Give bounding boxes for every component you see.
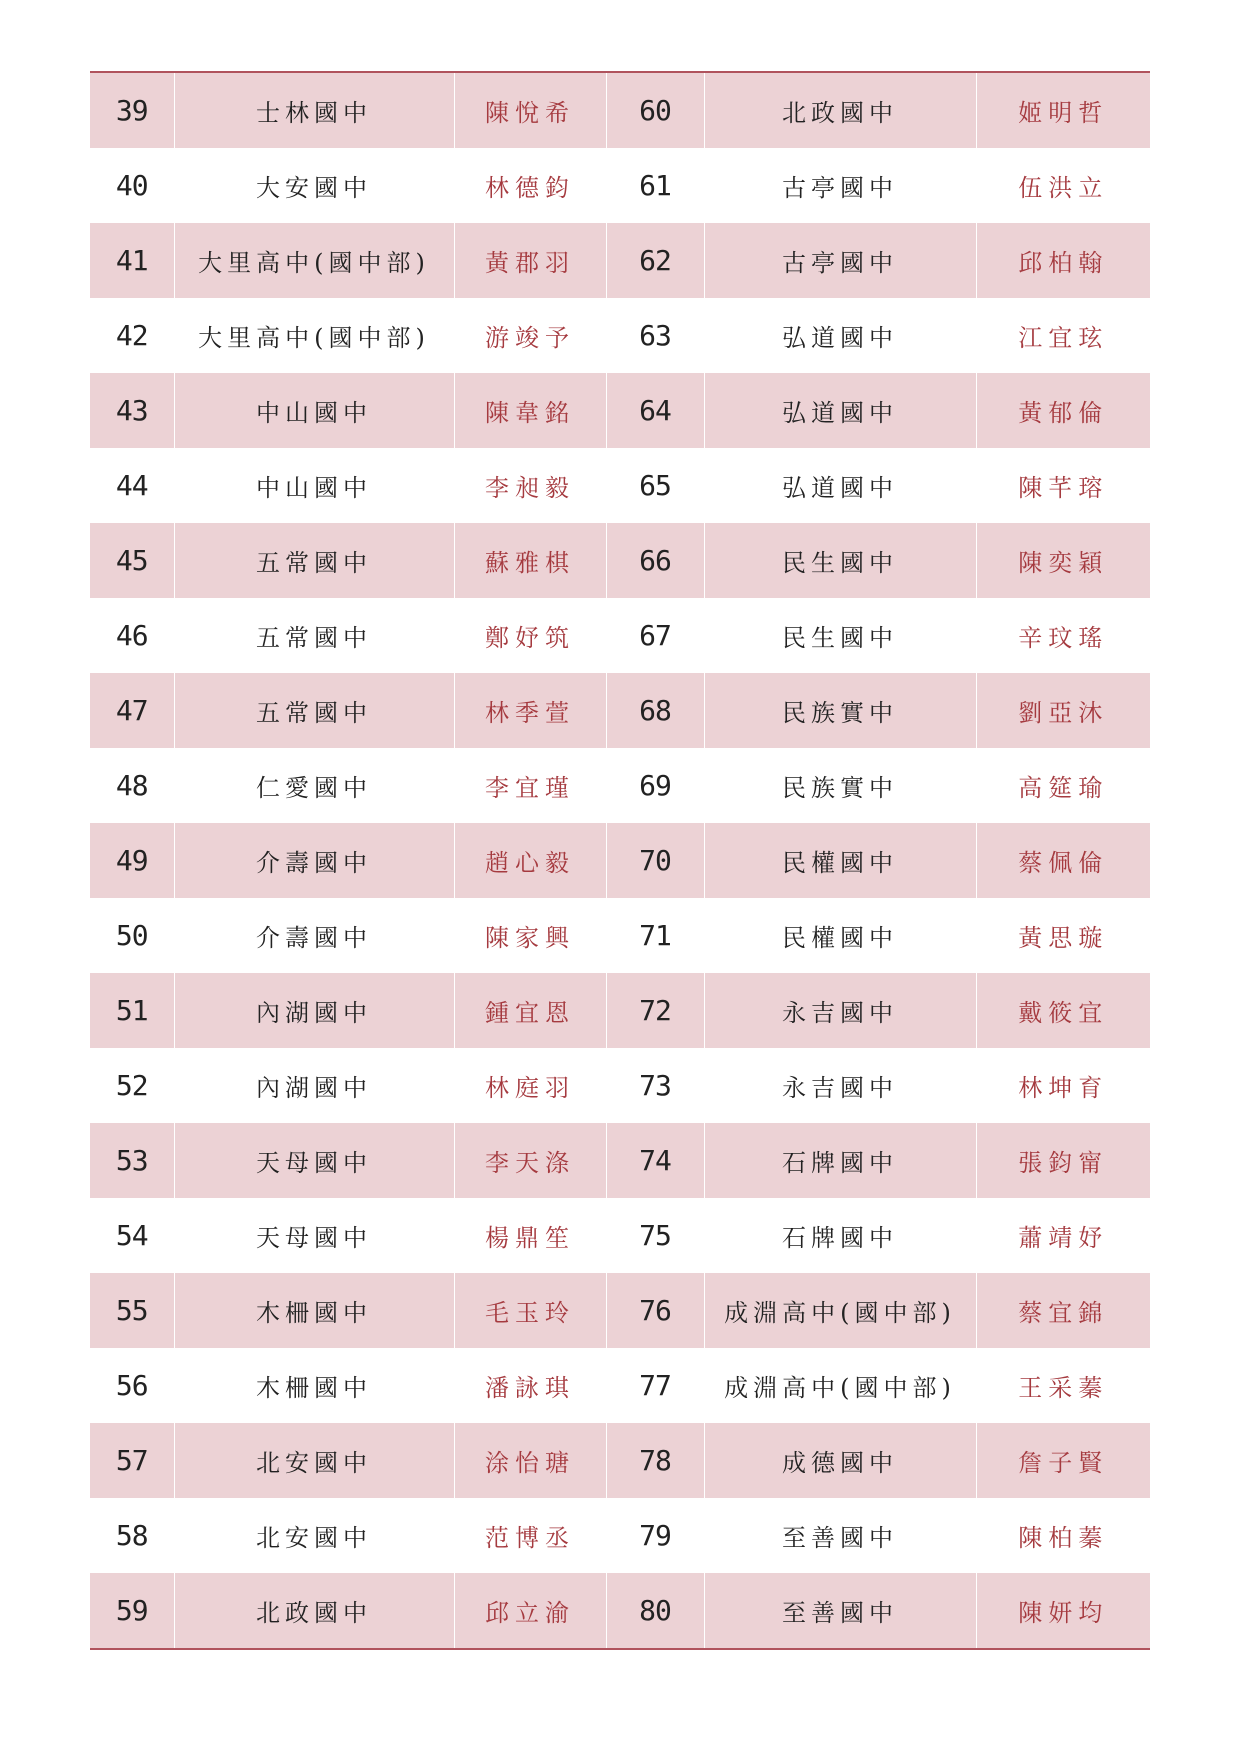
left-name: 李宜瑾: [454, 748, 606, 823]
right-number: 80: [606, 1573, 704, 1648]
right-school: 石牌國中: [704, 1198, 976, 1273]
left-number: 45: [90, 523, 174, 598]
left-number: 48: [115, 769, 148, 802]
right-name: 林坤育: [976, 1048, 1150, 1123]
right-number: 68: [606, 673, 704, 748]
left-number: 52: [115, 1069, 148, 1102]
right-number: 79: [606, 1498, 704, 1573]
left-number: 50: [115, 919, 148, 952]
left-school: 天母國中: [174, 1198, 454, 1273]
table-row: [90, 1123, 1150, 1198]
left-number: 57: [90, 1423, 174, 1498]
left-school: 大里高中(國中部): [174, 223, 454, 298]
left-school: 五常國中: [174, 598, 454, 673]
right-number: 66: [606, 523, 704, 598]
left-name: 李天涤: [454, 1123, 606, 1198]
right-school: 北政國中: [704, 73, 976, 148]
right-school: 弘道國中: [704, 298, 976, 373]
table-row: [90, 673, 1150, 748]
left-school: 大里高中(國中部): [174, 298, 454, 373]
left-number: 49: [90, 823, 174, 898]
left-school: 中山國中: [174, 373, 454, 448]
table-row: [90, 223, 1150, 298]
right-name: 陳奕穎: [976, 523, 1150, 598]
left-number: 59: [90, 1573, 174, 1648]
right-school: 古亭國中: [704, 223, 976, 298]
table-row: [90, 448, 1150, 523]
right-name: 黃郁倫: [976, 373, 1150, 448]
right-name: 辛玟瑤: [976, 598, 1150, 673]
right-number: 61: [606, 148, 704, 223]
table-row: [90, 148, 1150, 223]
left-number: 55: [90, 1273, 174, 1348]
right-name: 陳妍均: [976, 1573, 1150, 1648]
left-name: 鍾宜恩: [454, 973, 606, 1048]
right-number: 76: [606, 1273, 704, 1348]
roster-table: [90, 73, 1150, 1648]
roster-table-body: [90, 73, 1150, 1648]
left-school: 北安國中: [174, 1423, 454, 1498]
right-number: 77: [606, 1348, 704, 1423]
table-row: [90, 1498, 1150, 1573]
left-name: 陳悅希: [454, 73, 606, 148]
left-number: 58: [115, 1519, 148, 1552]
right-school: 弘道國中: [704, 448, 976, 523]
right-number: 75: [606, 1198, 704, 1273]
right-name: 陳柏蓁: [976, 1498, 1150, 1573]
left-name: 李昶毅: [454, 448, 606, 523]
right-school: 至善國中: [704, 1498, 976, 1573]
table-row: [90, 1048, 1150, 1123]
right-school: 民權國中: [704, 823, 976, 898]
right-name: 邱柏翰: [976, 223, 1150, 298]
right-school: 成淵高中(國中部): [704, 1273, 976, 1348]
left-school: 五常國中: [174, 523, 454, 598]
right-number: 69: [606, 748, 704, 823]
left-name: 鄭妤筑: [454, 598, 606, 673]
right-number: 64: [606, 373, 704, 448]
right-name: 蔡宜錦: [976, 1273, 1150, 1348]
left-name: 游竣予: [454, 298, 606, 373]
right-school: 古亭國中: [704, 148, 976, 223]
right-name: 高筵瑜: [976, 748, 1150, 823]
left-name: 陳韋銘: [454, 373, 606, 448]
left-school: 中山國中: [174, 448, 454, 523]
left-name: 林德鈞: [454, 148, 606, 223]
left-name: 毛玉玲: [454, 1273, 606, 1348]
table-row: [90, 898, 1150, 973]
left-name: 趙心毅: [454, 823, 606, 898]
left-name: 楊鼎笙: [454, 1198, 606, 1273]
left-name: 陳家興: [454, 898, 606, 973]
left-number: 46: [115, 619, 148, 652]
table-row: [90, 748, 1150, 823]
table-row: [90, 523, 1150, 598]
right-name: 蔡佩倫: [976, 823, 1150, 898]
table-row: [90, 1348, 1150, 1423]
left-number: 41: [90, 223, 174, 298]
left-name: 林庭羽: [454, 1048, 606, 1123]
left-number: 43: [90, 373, 174, 448]
table-row: [90, 973, 1150, 1048]
left-school: 仁愛國中: [174, 748, 454, 823]
table-row: [90, 373, 1150, 448]
left-name: 林季萱: [454, 673, 606, 748]
left-school: 木柵國中: [174, 1348, 454, 1423]
right-number: 71: [606, 898, 704, 973]
left-number: 40: [115, 169, 148, 202]
right-school: 成淵高中(國中部): [704, 1348, 976, 1423]
right-name: 劉亞沐: [976, 673, 1150, 748]
roster-table-container: [90, 71, 1150, 1650]
right-number: 62: [606, 223, 704, 298]
left-school: 五常國中: [174, 673, 454, 748]
right-number: 74: [606, 1123, 704, 1198]
left-school: 北安國中: [174, 1498, 454, 1573]
left-school: 內湖國中: [174, 973, 454, 1048]
table-row: [90, 598, 1150, 673]
right-name: 黃思璇: [976, 898, 1150, 973]
left-number: 47: [90, 673, 174, 748]
left-school: 天母國中: [174, 1123, 454, 1198]
left-school: 介壽國中: [174, 898, 454, 973]
right-name: 王采蓁: [976, 1348, 1150, 1423]
right-name: 江宜玹: [976, 298, 1150, 373]
right-number: 78: [606, 1423, 704, 1498]
table-row: [90, 1198, 1150, 1273]
right-school: 民族實中: [704, 748, 976, 823]
right-number: 65: [606, 448, 704, 523]
table-row: [90, 298, 1150, 373]
left-number: 54: [115, 1219, 148, 1252]
left-number: 56: [115, 1369, 148, 1402]
left-name: 潘詠琪: [454, 1348, 606, 1423]
right-name: 伍洪立: [976, 148, 1150, 223]
right-name: 姬明哲: [976, 73, 1150, 148]
left-school: 內湖國中: [174, 1048, 454, 1123]
table-row: [90, 1273, 1150, 1348]
table-row: [90, 1423, 1150, 1498]
right-name: 蕭靖妤: [976, 1198, 1150, 1273]
left-number: 44: [115, 469, 148, 502]
left-number: 39: [90, 73, 174, 148]
left-number: 53: [90, 1123, 174, 1198]
right-school: 弘道國中: [704, 373, 976, 448]
left-number: 51: [90, 973, 174, 1048]
table-row: [90, 73, 1150, 148]
right-school: 石牌國中: [704, 1123, 976, 1198]
right-number: 60: [606, 73, 704, 148]
right-name: 戴筱宜: [976, 973, 1150, 1048]
left-number: 42: [115, 319, 148, 352]
right-name: 陳芊瑢: [976, 448, 1150, 523]
right-school: 至善國中: [704, 1573, 976, 1648]
left-name: 蘇雅棋: [454, 523, 606, 598]
right-number: 67: [606, 598, 704, 673]
left-name: 邱立渝: [454, 1573, 606, 1648]
left-name: 涂怡瑭: [454, 1423, 606, 1498]
right-school: 民生國中: [704, 523, 976, 598]
right-school: 永吉國中: [704, 973, 976, 1048]
left-school: 士林國中: [174, 73, 454, 148]
right-school: 成德國中: [704, 1423, 976, 1498]
left-school: 北政國中: [174, 1573, 454, 1648]
right-number: 63: [606, 298, 704, 373]
table-row: [90, 823, 1150, 898]
right-school: 民權國中: [704, 898, 976, 973]
left-school: 木柵國中: [174, 1273, 454, 1348]
left-name: 黃郡羽: [454, 223, 606, 298]
right-name: 詹子賢: [976, 1423, 1150, 1498]
left-school: 介壽國中: [174, 823, 454, 898]
left-school: 大安國中: [174, 148, 454, 223]
right-number: 72: [606, 973, 704, 1048]
right-number: 73: [606, 1048, 704, 1123]
right-school: 民生國中: [704, 598, 976, 673]
right-school: 民族實中: [704, 673, 976, 748]
table-row: [90, 1573, 1150, 1648]
right-school: 永吉國中: [704, 1048, 976, 1123]
left-name: 范博丞: [454, 1498, 606, 1573]
right-name: 張鈞甯: [976, 1123, 1150, 1198]
right-number: 70: [606, 823, 704, 898]
